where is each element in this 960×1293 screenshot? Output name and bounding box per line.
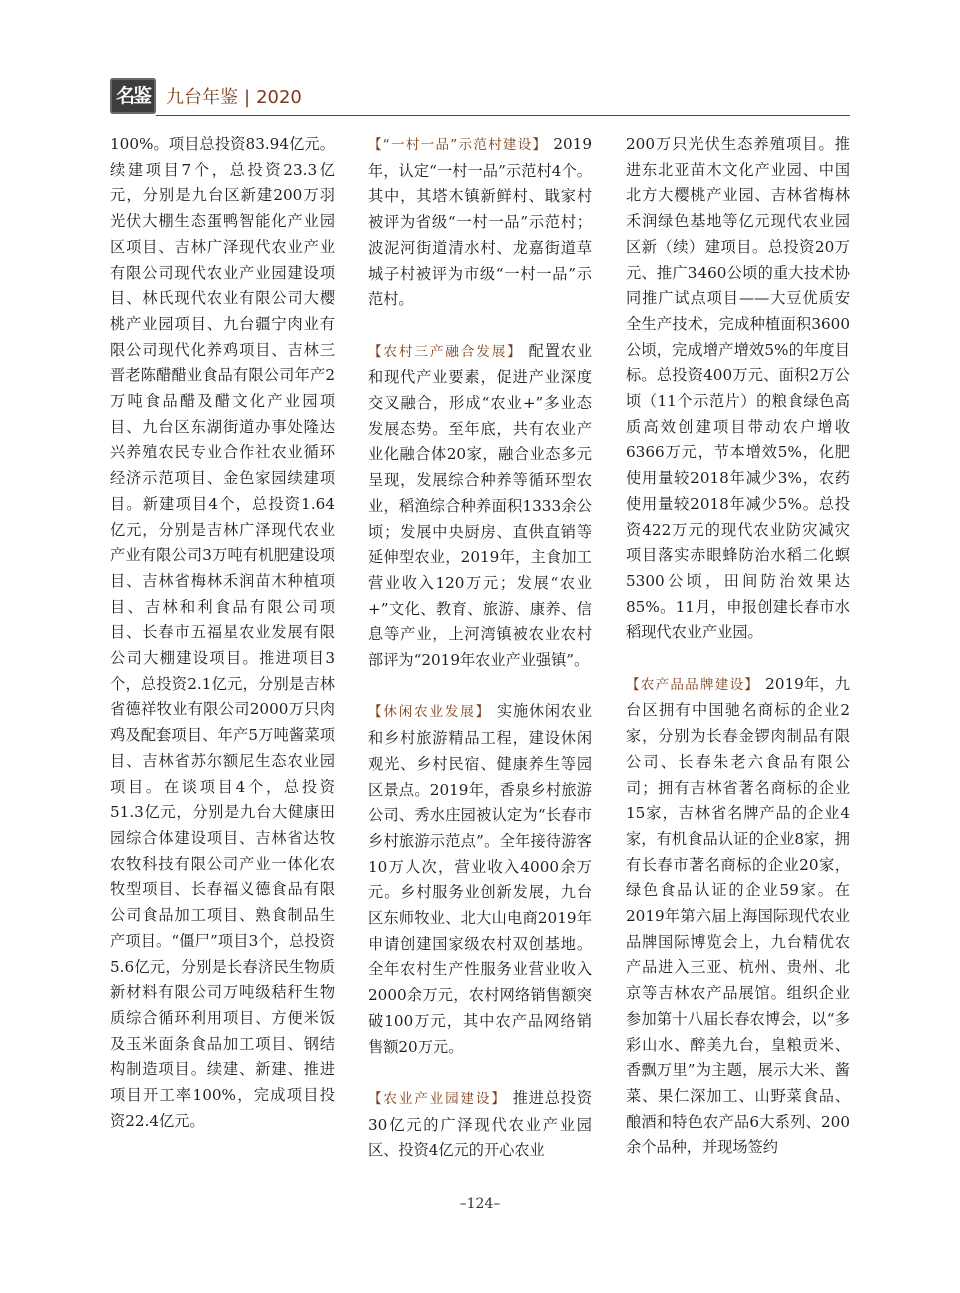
running-header: [110, 78, 850, 118]
section-heading: 【农业产业园建设】: [368, 1090, 507, 1107]
section-body: 推进总投资30亿元的广泽现代农业产业园区、投资4亿元的开心农业: [368, 1088, 593, 1160]
section-body: 配置农业和现代产业要素，促进产业深度交叉融合，形成“农业+”多业态发展态势。至年底，共有农业产业化融合体20家，融合业态多元呈现，发展综合种养等循环型农业，稻渔综合种养面积1333余公顷；发展中央厨房、直供直销等延伸型农业，2019年，主食加工营业收入120万元；发展“农业+”文化、教育、旅游、康养、信息等产业，上河湾镇被农业农村部评为“2019年农业产业强镇”。: [368, 341, 593, 670]
section-one-village-one-product: [368, 132, 592, 313]
section-industry-integration: [368, 339, 592, 674]
yearbook-name: 九台年鉴: [166, 87, 238, 108]
logo-text: 名鉴: [115, 85, 150, 107]
section-brand-building: [626, 672, 850, 1161]
section-heading: 【农村三产融合发展】: [368, 343, 523, 360]
column-2: [368, 132, 592, 1164]
column-1-text: 100%。项目总投资83.94亿元。续建项目7个，总投资23.3亿元，分别是九台区新建200万羽光伏大棚生态蛋鸭智能化产业园区项目、吉林广泽现代农业产业有限公司现代农业产业园建设项目、林氏现代农业有限公司大樱桃产业园项目、九台疆宁肉业有限公司现代化养鸡项目、吉林三晋老陈醋醋业食品有限公司年产2万吨食品醋及醋文化产业园项目、九台区东湖街道办事处隆达兴养殖农民专业合作社农业循环经济示范项目、金色家园续建项目。新建项目4个，总投资1.64亿元，分别是吉林广泽现代农业产业有限公司3万吨有机肥建设项目、吉林省梅林禾润苗木种植项目、吉林和利食品有限公司项目、长春市五福星农业发展有限公司大棚建设项目。推进项目3个，总投资2.1亿元，分别是吉林省德祥牧业有限公司2000万只肉鸡及配套项目、年产5万吨酱菜项目、吉林省苏尔额尼生态农业园项目。在谈项目4个，总投资51.3亿元，分别是九台大健康田园综合体建设项目、吉林省达牧农牧科技有限公司产业一体化农牧型项目、长春福义德食品有限公司食品加工项目、熟食制品生产项目。“僵尸”项目3个，总投资5.6亿元，分别是长春济民生物质新材料有限公司万吨级秸秆生物质综合循环利用项目、方便米饭及玉米面条食品加工项目、钢结构制造项目。续建、新建、推进项目开工率100%，完成项目投资22.4亿元。: [110, 135, 335, 1130]
section-body: 2019年，九台区拥有中国驰名商标的企业2家，分别为长春金锣肉制品有限公司、长春朱老六食品有限公司；拥有吉林省著名商标的企业15家，吉林省名牌产品的企业4家，有机食品认证的企业8家，拥有长春市著名商标的企业20家，绿色食品认证的企业59家。在2019年第六届上海国际现代农业品牌国际博览会上，九台精优农产品进入三亚、杭州、贵州、北京等吉林农产品展馆。组织企业参加第十八届长春农博会，以“多彩山水、醉美九台，皇粮贡米、香飘万里”为主题，展示大米、酱菜、果仁深加工、山野菜食品、酿酒和特色农产品6大系列、200余个品种，并现场签约: [626, 674, 850, 1157]
section-leisure-agriculture: [368, 699, 592, 1060]
header-separator: |: [244, 87, 251, 108]
column-1: [110, 132, 335, 1134]
yearbook-logo: [110, 78, 156, 114]
header-title: [166, 86, 302, 110]
column-3-continued-text: 200万只光伏生态养殖项目。推进东北亚苗木文化产业园、中国北方大樱桃产业园、吉林省梅林禾润绿色基地等亿元现代农业园区新（续）建项目。总投资20万元、推广3460公顷的重大技术协同推广试点项目——大豆优质安全生产技术，完成种植面积3600公顷，完成增产增效5%的年度目标。总投资400万元、面积2万公顷（11个示范片）的粮食绿色高质高效创建项目带动农户增收6366万元，节本增效5%，化肥使用量较2018年减少3%，农药使用量较2018年减少5%。总投资422万元的现代农业防灾减灾项目落实赤眼蜂防治水稻二化螟5300公顷，田间防治效果达85%。11月，申报创建长春市水稻现代农业产业园。: [626, 135, 850, 642]
section-heading: 【“一村一品”示范村建设】: [368, 137, 548, 153]
yearbook-year: 2020: [256, 87, 302, 108]
section-body: 实施休闲农业和乡村旅游精品工程，建设休闲观光、乡村民宿、健康养生等园区景点。2019年，香泉乡村旅游公司、秀水庄园被认定为“长春市乡村旅游示范点”。全年接待游客10万人次，营业收入4000余万元。乡村服务业创新发展，九台区东师牧业、北大山电商2019年申请创建国家级农村双创基地。全年农村生产性服务业营业收入2000余万元，农村网络销售额突破100万元，其中农产品网络销售额20万元。: [368, 702, 593, 1056]
section-industrial-park: [368, 1086, 592, 1164]
section-heading: 【农产品品牌建设】: [626, 676, 760, 693]
section-heading: 【休闲农业发展】: [368, 704, 491, 721]
section-body: 2019年，认定“一村一品”示范村4个。其中，其塔木镇新鲜村、戢家村被评为省级“一村一品”示范村；波泥河街道清水村、龙嘉街道草城子村被评为市级“一村一品”示范村。: [368, 135, 592, 309]
header-rule: [156, 115, 850, 116]
page-number: –124–: [459, 1196, 501, 1212]
column-3: [626, 132, 850, 1161]
